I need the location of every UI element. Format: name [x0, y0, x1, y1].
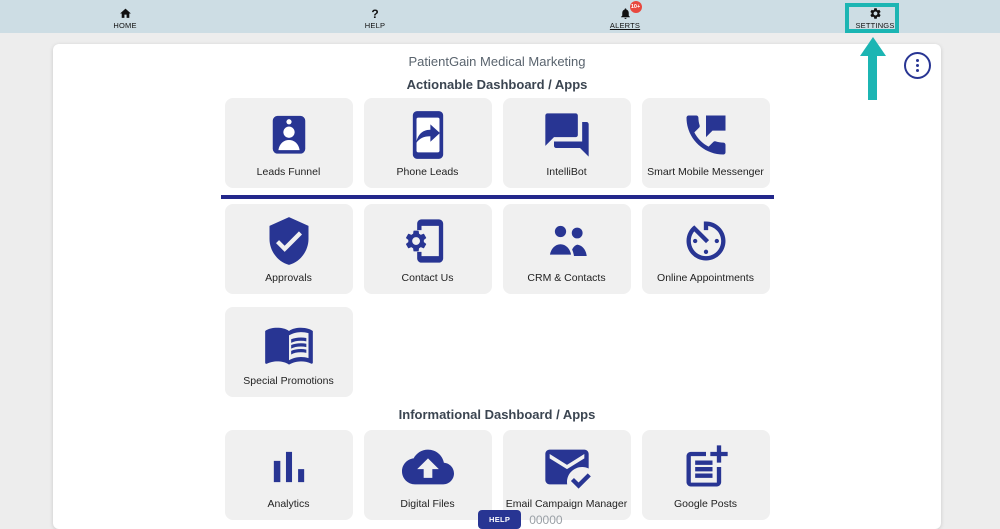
tile-approvals[interactable]	[225, 204, 353, 294]
digital-files-icon	[402, 430, 454, 498]
tile-label: Approvals	[265, 272, 312, 284]
teal-pointer-arrow	[859, 37, 886, 100]
actionable-section-heading: Actionable Dashboard / Apps	[406, 77, 588, 92]
help-button[interactable]: HELP	[478, 510, 521, 529]
account-code: 00000	[529, 512, 563, 527]
tile-label: Smart Mobile Messenger	[647, 166, 764, 178]
more-options-button[interactable]	[904, 52, 931, 79]
tile-digital-files[interactable]	[364, 430, 492, 520]
contact-us-icon	[402, 204, 454, 272]
tile-label: Contact Us	[401, 272, 454, 284]
home-icon	[119, 6, 132, 20]
informational-section-heading: Informational Dashboard / Apps	[398, 407, 596, 422]
google-posts-icon	[680, 430, 732, 498]
tile-label: Online Appointments	[657, 272, 754, 284]
question-icon: ?	[371, 6, 379, 21]
tile-google-posts[interactable]	[642, 430, 770, 520]
nav-home-label: HOME	[113, 20, 137, 30]
tile-special-promotions[interactable]	[225, 307, 353, 397]
tile-crm-contacts[interactable]	[503, 204, 631, 294]
tile-label: Phone Leads	[396, 166, 459, 178]
alerts-count-badge: 10+	[630, 1, 642, 13]
nav-settings[interactable]	[750, 0, 1000, 33]
online-appointments-icon	[680, 204, 732, 272]
dashboard-card	[53, 44, 941, 529]
nav-help-label: HELP	[364, 20, 386, 30]
top-navigation-bar	[0, 0, 1000, 33]
nav-alerts-label: ALERTS	[609, 20, 641, 30]
tile-label: IntelliBot	[546, 166, 587, 178]
leads-funnel-icon	[263, 98, 315, 166]
tile-analytics[interactable]	[225, 430, 353, 520]
nav-settings-label: SETTINGS	[855, 20, 895, 30]
tile-label: CRM & Contacts	[527, 272, 606, 284]
bell-icon	[619, 3, 641, 20]
informational-grid	[225, 430, 770, 520]
tile-online-appointments[interactable]	[642, 204, 770, 294]
crm-contacts-icon	[541, 204, 593, 272]
tile-label: Email Campaign Manager	[505, 498, 628, 510]
page-title: PatientGain Medical Marketing	[408, 54, 586, 69]
tile-label: Digital Files	[400, 498, 455, 510]
actionable-grid-top	[225, 98, 770, 188]
analytics-icon	[263, 430, 315, 498]
actionable-grid-bottom	[225, 204, 770, 397]
nav-home[interactable]	[0, 0, 250, 33]
arrow-shaft	[868, 56, 877, 100]
tile-label: Leads Funnel	[256, 166, 321, 178]
nav-alerts[interactable]	[500, 0, 750, 33]
smart-mobile-messenger-icon	[680, 98, 732, 166]
footer-bar	[478, 510, 563, 529]
tile-phone-leads[interactable]	[364, 98, 492, 188]
tile-intellibot[interactable]	[503, 98, 631, 188]
tile-email-campaign-manager[interactable]	[503, 430, 631, 520]
phone-leads-icon	[402, 98, 454, 166]
tile-contact-us[interactable]	[364, 204, 492, 294]
intellibot-icon	[541, 98, 593, 166]
section-divider	[221, 195, 774, 199]
tile-label: Google Posts	[673, 498, 738, 510]
tile-label: Special Promotions	[243, 375, 334, 387]
gear-icon	[869, 6, 882, 20]
nav-help[interactable]	[250, 0, 500, 33]
email-campaign-manager-icon	[541, 430, 593, 498]
arrow-head	[860, 37, 886, 56]
approvals-icon	[263, 204, 315, 272]
special-promotions-icon	[263, 307, 315, 375]
tile-label: Analytics	[267, 498, 310, 510]
tile-leads-funnel[interactable]	[225, 98, 353, 188]
tile-smart-mobile-messenger[interactable]	[642, 98, 770, 188]
